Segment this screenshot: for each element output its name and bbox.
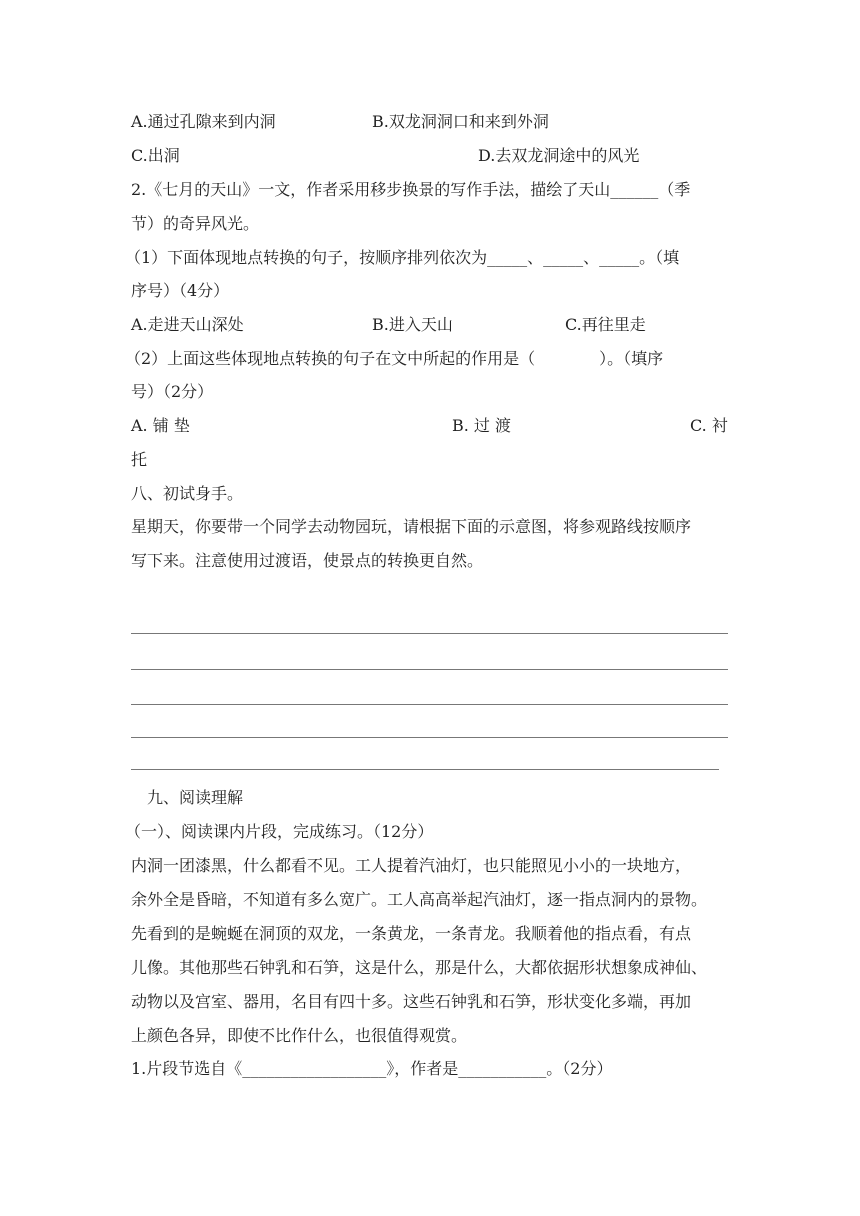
answer-line xyxy=(131,669,728,670)
sub1-option-c: C.再往里走 xyxy=(565,315,646,334)
passage-line: 内洞一团漆黑，什么都看不见。工人提着汽油灯，也只能照见小小的一块地方， xyxy=(131,856,692,875)
passage-line: 动物以及宫室、器用，名目有四十多。这些石钟乳和石笋，形状变化多端，再加 xyxy=(131,992,692,1011)
question-2-sub1-cont: 序号）（4分） xyxy=(131,281,230,300)
answer-line xyxy=(131,704,728,705)
section-8-prompt: 星期天，你要带一个同学去动物园玩，请根据下面的示意图，将参观路线按顺序 xyxy=(131,517,692,536)
sub2-option-c: C. 衬 xyxy=(690,416,728,435)
answer-line xyxy=(131,737,728,738)
question-2-sub2-cont: 号）（2分） xyxy=(131,382,214,401)
passage-line: 先看到的是蜿蜒在洞顶的双龙，一条黄龙，一条青龙。我顺着他的指点看，有点 xyxy=(131,924,692,943)
option-a-pass-through-gap: A.通过孔隙来到内洞 xyxy=(131,112,276,131)
section-8-prompt-cont: 写下来。注意使用过渡语，使景点的转换更自然。 xyxy=(131,551,484,570)
section-9-part-1-title: （一）、阅读课内片段，完成练习。（12分） xyxy=(125,822,434,841)
sub2-option-b: B. 过 渡 xyxy=(452,416,512,435)
answer-line xyxy=(131,769,719,770)
question-2-sub1: （1）下面体现地点转换的句子，按顺序排列依次为_____、_____、_____。（填 xyxy=(125,248,680,267)
section-9-title: 九、阅读理解 xyxy=(147,788,244,807)
passage-line: 儿像。其他那些石钟乳和石笋，这是什么，那是什么，大都依据形状想象成神仙、 xyxy=(131,958,708,977)
answer-line xyxy=(131,633,728,634)
option-d-scenery-on-way: D.去双龙洞途中的风光 xyxy=(478,146,640,165)
sub2-option-a: A. 铺 垫 xyxy=(131,416,190,435)
sub1-option-a: A.走进天山深处 xyxy=(131,315,244,334)
question-1-source: 1.片段节选自《__________________》，作者是___________。（2分） xyxy=(131,1059,613,1078)
sub2-option-c-cont: 托 xyxy=(131,450,148,469)
question-2-stem-cont: 节）的奇异风光。 xyxy=(131,214,260,233)
sub1-option-b: B.进入天山 xyxy=(372,315,453,334)
option-b-cave-entrance: B.双龙洞洞口和来到外洞 xyxy=(372,112,549,131)
passage-line: 上颜色各异，即使不比作什么，也很值得观赏。 xyxy=(131,1026,468,1045)
passage-line: 余外全是昏暗，不知道有多么宽广。工人高高举起汽油灯，逐一指点洞内的景物。 xyxy=(131,890,708,909)
question-2-stem: 2.《七月的天山》一文，作者采用移步换景的写作手法，描绘了天山______（季 xyxy=(131,180,691,199)
question-2-sub2: （2）上面这些体现地点转换的句子在文中所起的作用是（ ）。（填序 xyxy=(125,349,664,368)
section-8-title: 八、初试身手。 xyxy=(131,484,244,503)
option-c-exit-cave: C.出洞 xyxy=(131,146,180,165)
